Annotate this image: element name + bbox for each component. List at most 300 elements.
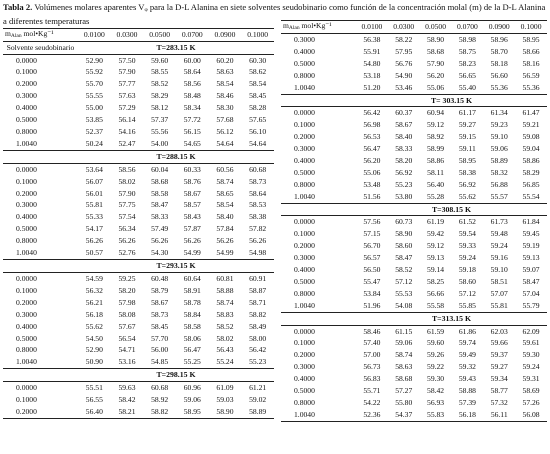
- volume-cell: 54.99: [216, 248, 234, 258]
- temperature-label: T=298.15 K: [78, 369, 274, 382]
- volume-cell: 55.06: [427, 82, 445, 92]
- volume-cell: 59.06: [490, 144, 508, 154]
- volume-cell: 59.24: [458, 253, 476, 263]
- volume-cell: 56.50: [363, 265, 381, 275]
- volume-cell: 58.88: [216, 285, 234, 295]
- volume-cell: 58.71: [249, 297, 267, 307]
- volume-cell: 52.90: [85, 55, 103, 65]
- molality-cell: 0.1000: [16, 285, 37, 295]
- temperature-label: T= 303.15 K: [356, 94, 547, 107]
- left-col-header: 0.0100: [78, 29, 111, 42]
- volume-cell: 58.38: [458, 168, 476, 178]
- volume-cell: 58.67: [183, 188, 201, 198]
- volume-cell: 58.65: [216, 188, 234, 198]
- temperature-spacer: [281, 203, 356, 216]
- volume-cell: 59.24: [522, 362, 540, 372]
- volume-cell: 56.65: [458, 70, 476, 80]
- volume-cell: 58.52: [151, 79, 169, 89]
- table-row: [281, 155, 547, 167]
- molality-cell: 0.4000: [294, 265, 315, 275]
- volume-cell: 58.43: [183, 212, 201, 222]
- volume-cell: 61.86: [458, 326, 476, 336]
- table-row: [3, 114, 274, 126]
- volume-cell: 59.12: [427, 120, 445, 130]
- table-row: [3, 188, 274, 200]
- volume-cell: 58.74: [216, 297, 234, 307]
- volume-cell: 60.56: [216, 164, 234, 174]
- temperature-label: T=293.15 K: [78, 260, 274, 273]
- volume-cell: 55.53: [395, 289, 413, 299]
- volume-cell: 59.42: [427, 229, 445, 239]
- volume-cell: 58.86: [427, 156, 445, 166]
- volume-cell: 58.98: [458, 35, 476, 44]
- volume-cell: 59.43: [458, 374, 476, 384]
- volume-cell: 58.51: [490, 277, 508, 287]
- volume-cell: 55.56: [151, 127, 169, 137]
- volume-cell: 58.54: [216, 200, 234, 210]
- volume-cell: 59.37: [490, 350, 508, 360]
- volume-cell: 52.36: [356, 409, 388, 421]
- volume-cell: 56.26: [216, 236, 234, 246]
- volume-cell: 55.81: [490, 301, 508, 311]
- volume-cell: 58.32: [490, 168, 508, 178]
- molality-cell: 0.8000: [16, 127, 37, 137]
- volume-cell: 59.27: [458, 120, 476, 130]
- volume-cell: 56.08: [515, 409, 547, 421]
- volume-cell: 56.01: [85, 188, 103, 198]
- volume-cell: 57.63: [118, 91, 136, 101]
- temperature-spacer: [3, 151, 78, 164]
- volume-cell: 57.12: [395, 277, 413, 287]
- volume-cell: 58.33: [151, 212, 169, 222]
- volume-cell: 59.13: [427, 253, 445, 263]
- right-col-header: 0.0700: [451, 21, 483, 34]
- volume-cell: 57.77: [118, 79, 136, 89]
- volume-cell: 56.88: [490, 179, 508, 189]
- right-col-header: 0.0900: [483, 21, 515, 34]
- volume-cell: 57.87: [183, 224, 201, 234]
- volume-cell: 55.62: [85, 321, 103, 331]
- table-row: [3, 78, 274, 90]
- volume-cell: 57.29: [118, 103, 136, 113]
- volume-cell: 58.48: [183, 91, 201, 101]
- volume-cell: 58.95: [522, 35, 540, 44]
- volume-cell: 59.60: [151, 55, 169, 65]
- volume-cell: 59.61: [522, 338, 540, 348]
- volume-cell: 58.38: [249, 212, 267, 222]
- volume-cell: 56.38: [363, 35, 381, 44]
- volume-cell: 55.91: [363, 46, 381, 56]
- volume-cell: 56.18: [451, 409, 483, 421]
- molality-cell: 0.1000: [294, 338, 315, 348]
- volume-cell: 58.87: [249, 285, 267, 295]
- volume-cell: 59.60: [427, 338, 445, 348]
- volume-cell: 54.64: [249, 139, 267, 149]
- volume-cell: 52.47: [118, 139, 136, 149]
- volume-cell: 58.89: [241, 406, 274, 418]
- volume-cell: 55.06: [363, 168, 381, 178]
- volume-cell: 60.91: [249, 273, 267, 283]
- caption-text-rest: para la D-L Alanina en siete solventes seudobinario como función de la concentración molal (m) de la D-L Alanina a diferentes temperaturas: [3, 2, 546, 26]
- molality-cell: 0.2000: [294, 350, 315, 360]
- volume-cell: 58.53: [249, 200, 267, 210]
- volume-cell: 59.32: [458, 362, 476, 372]
- volume-cell: 56.43: [216, 345, 234, 355]
- volume-cell: 59.66: [490, 338, 508, 348]
- table-row: [3, 321, 274, 333]
- volume-cell: 54.37: [388, 409, 420, 421]
- volume-cell: 53.18: [363, 70, 381, 80]
- volume-cell: 57.67: [118, 321, 136, 331]
- volume-cell: 55.36: [490, 82, 508, 92]
- volume-cell: 59.30: [427, 374, 445, 384]
- caption-label: Tabla 2.: [3, 2, 33, 12]
- volume-cell: 55.58: [427, 301, 445, 311]
- volume-cell: 58.47: [151, 200, 169, 210]
- table-row: [3, 356, 274, 368]
- table-row: [281, 373, 547, 385]
- volume-cell: 58.29: [151, 91, 169, 101]
- molality-cell: 0.1000: [16, 67, 37, 77]
- volume-cell: 57.50: [118, 55, 136, 65]
- volume-cell: 56.57: [363, 253, 381, 263]
- volume-cell: 53.85: [85, 115, 103, 125]
- volume-cell: 58.00: [249, 333, 267, 343]
- volume-cell: 58.73: [249, 176, 267, 186]
- molality-cell: 0.2000: [294, 132, 315, 142]
- volume-cell: 55.57: [490, 191, 508, 201]
- volume-cell: 59.02: [249, 394, 267, 404]
- table-row: [3, 297, 274, 309]
- volume-cell: 58.54: [249, 79, 267, 89]
- volume-cell: 58.45: [249, 91, 267, 101]
- table-row: [281, 216, 547, 228]
- volume-cell: 57.90: [118, 67, 136, 77]
- molality-cell: 0.4000: [294, 156, 315, 166]
- volume-cell: 58.58: [183, 321, 201, 331]
- volume-cell: 57.54: [118, 212, 136, 222]
- molality-cell: 0.5000: [16, 115, 37, 125]
- volume-cell: 60.68: [151, 382, 169, 392]
- volume-cell: 58.66: [522, 46, 540, 56]
- volume-cell: 59.22: [427, 362, 445, 372]
- volume-cell: 56.10: [249, 127, 267, 137]
- volume-cell: 60.37: [395, 108, 413, 118]
- left-row-label-header: mAlan mol•Kg⁻¹: [3, 29, 78, 42]
- table-row: [281, 191, 547, 203]
- volume-cell: 58.63: [216, 67, 234, 77]
- volume-cell: 56.92: [395, 168, 413, 178]
- temperature-row: [281, 203, 547, 216]
- volume-cell: 56.93: [427, 398, 445, 408]
- molality-cell: 0.4000: [16, 212, 37, 222]
- volume-cell: 61.21: [249, 382, 267, 392]
- volume-cell: 58.52: [395, 265, 413, 275]
- volume-cell: 60.00: [183, 55, 201, 65]
- table-row: [281, 82, 547, 94]
- temperature-row: [3, 151, 274, 164]
- volume-cell: 56.18: [85, 309, 103, 319]
- volume-cell: 59.12: [427, 241, 445, 251]
- volume-cell: 53.84: [363, 289, 381, 299]
- volume-cell: 56.54: [118, 333, 136, 343]
- volume-cell: 53.64: [85, 164, 103, 174]
- volume-cell: 54.64: [216, 139, 234, 149]
- left-data-table: [3, 28, 274, 419]
- volume-cell: 59.14: [427, 265, 445, 275]
- volume-cell: 60.68: [249, 164, 267, 174]
- volume-cell: 59.06: [183, 394, 201, 404]
- volume-cell: 56.26: [151, 236, 169, 246]
- volume-cell: 57.70: [151, 333, 169, 343]
- volume-cell: 54.99: [183, 248, 201, 258]
- volume-cell: 58.54: [216, 79, 234, 89]
- table-row: [3, 272, 274, 284]
- right-col-header: 0.1000: [515, 21, 547, 34]
- volume-cell: 57.95: [395, 46, 413, 56]
- volume-cell: 58.02: [216, 333, 234, 343]
- volume-cell: 55.54: [522, 191, 540, 201]
- volume-cell: 54.59: [85, 273, 103, 283]
- left-col-header: 0.1000: [241, 29, 274, 42]
- molality-cell: 0.1000: [16, 176, 37, 186]
- volume-cell: 58.42: [427, 386, 445, 396]
- volume-cell: 55.80: [395, 398, 413, 408]
- volume-cell: 56.83: [363, 374, 381, 384]
- molality-cell: 0.8000: [294, 70, 315, 80]
- volume-cell: 58.90: [209, 406, 242, 418]
- volume-cell: 58.56: [183, 79, 201, 89]
- table-row: [3, 223, 274, 235]
- table-row: [281, 385, 547, 397]
- molality-cell: 0.5000: [16, 224, 37, 234]
- table-row: [3, 211, 274, 223]
- volume-cell: 60.48: [151, 273, 169, 283]
- volume-cell: 57.32: [490, 398, 508, 408]
- volume-cell: 54.65: [183, 139, 201, 149]
- volume-cell: 56.12: [216, 127, 234, 137]
- temperature-spacer: [281, 313, 356, 326]
- volume-cell: 55.47: [363, 277, 381, 287]
- volume-cell: 55.55: [85, 91, 103, 101]
- volume-cell: 58.77: [490, 386, 508, 396]
- volume-cell: 58.30: [216, 103, 234, 113]
- volume-cell: 57.90: [118, 188, 136, 198]
- table-row: [3, 381, 274, 393]
- volume-cell: 54.08: [395, 301, 413, 311]
- volume-cell: 59.13: [522, 253, 540, 263]
- volume-cell: 56.60: [490, 70, 508, 80]
- volume-cell: 55.36: [522, 82, 540, 92]
- volume-cell: 58.74: [216, 176, 234, 186]
- volume-cell: 57.40: [363, 338, 381, 348]
- molality-cell: 0.5000: [294, 168, 315, 178]
- volume-cell: 58.08: [118, 309, 136, 319]
- volume-cell: 60.73: [395, 217, 413, 227]
- table-row: [281, 228, 547, 240]
- molality-cell: 0.4000: [294, 46, 315, 56]
- volume-cell: 59.31: [522, 374, 540, 384]
- molality-cell: 0.2000: [294, 241, 315, 251]
- molality-cell: 0.2000: [16, 79, 37, 89]
- volume-cell: 54.22: [363, 398, 381, 408]
- volume-cell: 54.50: [85, 333, 103, 343]
- volume-cell: 56.11: [483, 409, 515, 421]
- volume-cell: 55.85: [458, 301, 476, 311]
- volume-cell: 55.23: [249, 357, 267, 367]
- volume-cell: 56.85: [522, 179, 540, 189]
- volume-cell: 58.22: [395, 35, 413, 44]
- molality-cell: 1.0040: [16, 357, 37, 367]
- volume-cell: 59.08: [522, 132, 540, 142]
- volume-cell: 56.92: [458, 179, 476, 189]
- caption-symbol-subscript: φ: [144, 7, 148, 13]
- left-col-header: 0.0300: [111, 29, 144, 42]
- molality-cell: 0.5000: [16, 333, 37, 343]
- volume-cell: 58.68: [395, 374, 413, 384]
- molality-cell: 0.3000: [294, 35, 315, 44]
- molality-cell: 0.1000: [16, 394, 37, 404]
- volume-cell: 58.78: [183, 297, 201, 307]
- molality-cell: 0.4000: [16, 321, 37, 331]
- volume-cell: 60.20: [216, 55, 234, 65]
- volume-cell: 55.28: [427, 191, 445, 201]
- table-row: [281, 409, 547, 421]
- volume-cell: 58.88: [458, 386, 476, 396]
- volume-cell: 56.26: [249, 236, 267, 246]
- volume-cell: 55.70: [85, 79, 103, 89]
- volume-cell: 52.76: [118, 248, 136, 258]
- volume-cell: 55.24: [216, 357, 234, 367]
- table-row: [3, 163, 274, 175]
- volume-cell: 58.79: [151, 285, 169, 295]
- table-row: [3, 344, 274, 356]
- molality-cell: 1.0040: [16, 248, 37, 258]
- volume-cell: 58.64: [183, 67, 201, 77]
- table-row: [281, 46, 547, 58]
- volume-cell: 53.16: [118, 357, 136, 367]
- volume-cell: 59.24: [490, 241, 508, 251]
- right-col-header: 0.0300: [388, 21, 420, 34]
- volume-cell: 58.73: [151, 309, 169, 319]
- volume-cell: 58.82: [249, 309, 267, 319]
- volume-cell: 59.30: [522, 350, 540, 360]
- volume-cell: 57.49: [151, 224, 169, 234]
- left-table-column: [3, 28, 274, 419]
- volume-cell: 56.32: [85, 285, 103, 295]
- volume-cell: 58.90: [395, 229, 413, 239]
- caption-text: Volúmenes molares aparentes V: [34, 2, 145, 12]
- table-row: [3, 90, 274, 102]
- volume-cell: 57.26: [522, 398, 540, 408]
- molality-cell: 0.3000: [294, 144, 315, 154]
- volume-cell: 56.55: [85, 394, 103, 404]
- volume-cell: 57.68: [216, 115, 234, 125]
- molality-cell: 0.1000: [294, 120, 315, 130]
- volume-cell: 61.59: [427, 326, 445, 336]
- volume-cell: 58.52: [216, 321, 234, 331]
- volume-cell: 59.48: [490, 229, 508, 239]
- right-data-table: [281, 20, 547, 422]
- volume-cell: 59.33: [458, 241, 476, 251]
- volume-cell: 51.96: [363, 301, 381, 311]
- volume-cell: 57.56: [363, 217, 381, 227]
- volume-cell: 58.06: [183, 333, 201, 343]
- table-row: [281, 264, 547, 276]
- table-row: [3, 138, 274, 150]
- volume-cell: 56.66: [427, 289, 445, 299]
- right-row-label-header: mAlan mol•Kg⁻¹: [281, 21, 356, 34]
- table-row: [281, 34, 547, 46]
- molality-cell: 0.2000: [16, 297, 37, 307]
- molality-cell: 0.2000: [3, 406, 78, 418]
- volume-cell: 58.75: [458, 46, 476, 56]
- volume-cell: 58.95: [458, 156, 476, 166]
- temperature-row: [3, 369, 274, 382]
- volume-cell: 57.75: [118, 200, 136, 210]
- volume-cell: 59.04: [522, 144, 540, 154]
- volume-cell: 58.89: [490, 156, 508, 166]
- left-header-row: [3, 29, 274, 42]
- volume-cell: 59.03: [216, 394, 234, 404]
- volume-cell: 56.42: [363, 108, 381, 118]
- volume-cell: 58.68: [151, 176, 169, 186]
- volume-cell: 58.68: [427, 46, 445, 56]
- volume-cell: 58.84: [183, 309, 201, 319]
- volume-cell: 57.15: [363, 229, 381, 239]
- table-row: [3, 54, 274, 66]
- volume-cell: 58.92: [151, 394, 169, 404]
- volume-cell: 56.21: [85, 297, 103, 307]
- volume-cell: 59.18: [458, 265, 476, 275]
- temperature-label: T=288.15 K: [78, 151, 274, 164]
- volume-cell: 59.10: [490, 265, 508, 275]
- volume-cell: 57.00: [363, 350, 381, 360]
- volume-cell: 59.49: [458, 350, 476, 360]
- molality-cell: 0.0000: [294, 108, 315, 118]
- volume-cell: 58.82: [143, 406, 176, 418]
- volume-cell: 57.90: [427, 58, 445, 68]
- table-row: [3, 333, 274, 345]
- volume-cell: 54.30: [151, 248, 169, 258]
- volume-cell: 56.42: [249, 345, 267, 355]
- molality-cell: 0.1000: [294, 229, 315, 239]
- volume-cell: 58.12: [151, 103, 169, 113]
- left-col-header: 0.0700: [176, 29, 209, 42]
- volume-cell: 58.18: [490, 58, 508, 68]
- volume-cell: 61.34: [490, 108, 508, 118]
- table-row: [3, 247, 274, 259]
- temperature-spacer: [281, 94, 356, 107]
- molality-cell: 0.0000: [16, 55, 37, 65]
- volume-cell: 58.67: [395, 120, 413, 130]
- volume-cell: 50.57: [85, 248, 103, 258]
- volume-cell: 55.62: [458, 191, 476, 201]
- volume-cell: 61.73: [490, 217, 508, 227]
- molality-cell: 0.3000: [16, 91, 37, 101]
- table-row: [3, 309, 274, 321]
- molality-cell: 0.8000: [294, 398, 315, 408]
- table-row: [281, 288, 547, 300]
- molality-cell: 0.5000: [294, 386, 315, 396]
- volume-cell: 57.65: [249, 115, 267, 125]
- solvent-label: Solvente seudobinario: [3, 42, 78, 55]
- volume-cell: 58.29: [522, 168, 540, 178]
- volume-cell: 56.15: [183, 127, 201, 137]
- volume-cell: 55.81: [85, 200, 103, 210]
- volume-cell: 58.58: [151, 188, 169, 198]
- volume-cell: 59.21: [522, 120, 540, 130]
